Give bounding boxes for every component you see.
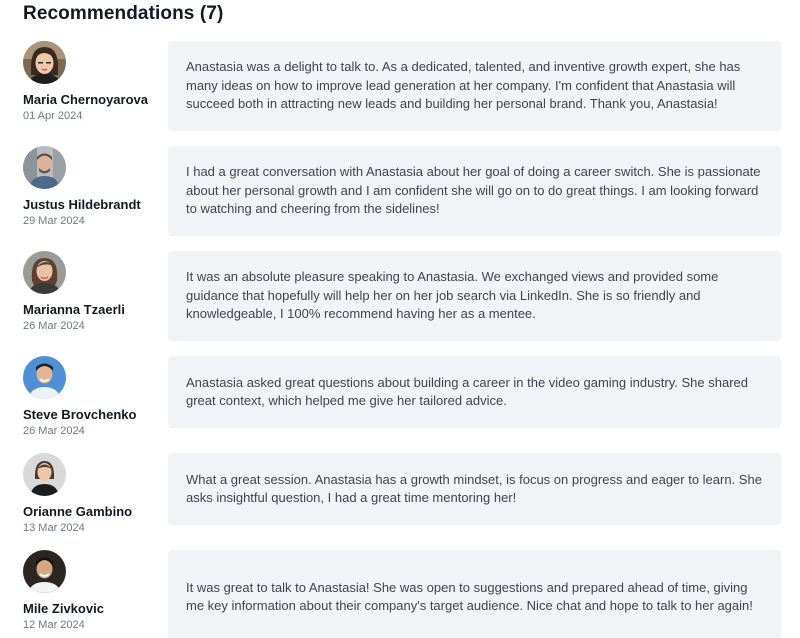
avatar[interactable] <box>23 146 66 189</box>
recommendation-date: 01 Apr 2024 <box>23 110 83 122</box>
recommendation-date: 13 Mar 2024 <box>23 522 85 534</box>
recommendation-card <box>168 356 781 428</box>
avatar[interactable] <box>23 356 66 399</box>
recommender-name[interactable]: Steve Brovchenko <box>23 407 137 422</box>
avatar-photo <box>23 550 66 593</box>
avatar-photo <box>23 356 66 399</box>
avatar-photo <box>23 453 66 496</box>
recommendations-heading: Recommendations (7) <box>23 3 224 24</box>
recommendation-card <box>168 453 781 525</box>
recommendation-text: Anastasia was a delight to talk to. As a dedicated, talented, and inventive growth expert, she has many ideas on how to improve lead generation at her company. I'm confident that Anastasia will succeed both in attracting new leads and building her personal brand. Thank you, Anastasia! <box>186 59 741 112</box>
avatar[interactable] <box>23 453 66 496</box>
avatar[interactable] <box>23 251 66 294</box>
recommendation-card <box>168 41 781 131</box>
recommender-name[interactable]: Maria Chernoyarova <box>23 92 148 107</box>
avatar[interactable] <box>23 550 66 593</box>
avatar-photo <box>23 146 66 189</box>
recommendation-date: 26 Mar 2024 <box>23 320 85 332</box>
avatar-photo <box>23 251 66 294</box>
avatar[interactable] <box>23 41 66 84</box>
recommender-name[interactable]: Justus Hildebrandt <box>23 197 141 212</box>
recommendation-date: 26 Mar 2024 <box>23 425 85 437</box>
recommendation-text: It was great to talk to Anastasia! She was open to suggestions and prepared ahead of time, giving me key information about their company's target audience. Nice chat and hope to talk to her again! <box>186 579 753 613</box>
recommendation-date: 29 Mar 2024 <box>23 215 85 227</box>
recommendation-text: Anastasia asked great questions about building a career in the video gaming industry. She shared great context, which helped me give her tailored advice. <box>186 374 749 408</box>
recommendation-date: 12 Mar 2024 <box>23 619 85 631</box>
avatar-photo <box>23 41 66 84</box>
recommender-name[interactable]: Mile Zivkovic <box>23 601 104 616</box>
recommendation-text: It was an absolute pleasure speaking to Anastasia. We exchanged views and provided some guidance that hopefully will help her on her job search via LinkedIn. She is so friendly and knowledgeable, I 100% recommend having her as a mentee. <box>186 269 719 322</box>
recommendation-text: I had a great conversation with Anastasia about her goal of doing a career switch. She is passionate about her personal growth and I am confident she will go on to do great things. I am looking forward to watching and cheering from the sidelines! <box>186 164 761 217</box>
recommendation-text: What a great session. Anastasia has a growth mindset, is focus on progress and eager to learn. She asks insightful question, I had a great time mentoring her! <box>186 471 762 505</box>
recommendation-card <box>168 550 781 638</box>
recommendation-card <box>168 146 781 236</box>
recommender-name[interactable]: Marianna Tzaerli <box>23 302 125 317</box>
recommendation-card <box>168 251 781 341</box>
recommender-name[interactable]: Orianne Gambino <box>23 504 133 519</box>
